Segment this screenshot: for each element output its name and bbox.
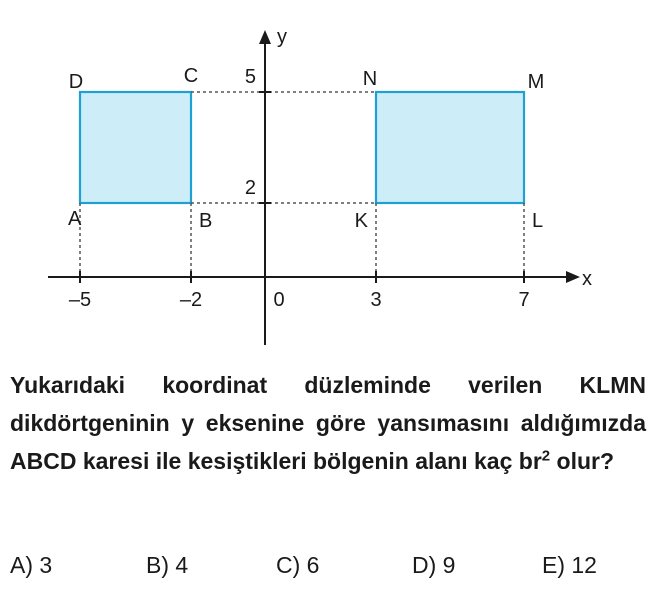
y-tick-label: 2	[244, 177, 256, 199]
x-tick-label: 7	[518, 289, 530, 311]
option-c[interactable]: C) 6	[276, 552, 320, 578]
option-b[interactable]: B) 4	[146, 552, 189, 578]
x-tick-label: –2	[179, 289, 203, 311]
shapes-layer	[80, 92, 524, 203]
vertex-label-l: L	[532, 210, 544, 232]
vertex-label-k: K	[354, 210, 368, 232]
vertex-label-d: D	[68, 71, 84, 93]
x-tick-label: –5	[68, 289, 92, 311]
question-main: Yukarıdaki koordinat düzleminde verilen KLMN dikdörtgeninin y eksenine göre yansımasını aldığımızda ABCD karesi ile kesiştikleri bölgenin alanı kaç br	[10, 372, 646, 474]
square-abcd	[80, 92, 191, 203]
option-e[interactable]: E) 12	[542, 552, 597, 578]
x-tick-label: 3	[370, 289, 382, 311]
y-axis-arrow	[259, 30, 271, 44]
question-text	[10, 366, 646, 480]
option-a[interactable]: A) 3	[10, 552, 53, 578]
answer-options	[10, 552, 650, 584]
option-d[interactable]: D) 9	[412, 552, 456, 578]
rectangle-klmn	[376, 92, 524, 203]
x-axis-arrow	[566, 271, 580, 283]
y-axis-label: y	[277, 26, 287, 48]
question-end: olur?	[550, 448, 615, 474]
vertex-label-c: C	[183, 65, 199, 87]
vertex-label-n: N	[362, 68, 378, 90]
x-axis-label: x	[582, 268, 592, 290]
vertex-label-b: B	[199, 210, 213, 232]
y-tick-label: 5	[244, 66, 256, 88]
vertex-label-a: A	[68, 208, 82, 230]
vertex-label-m: M	[527, 71, 545, 93]
question-superscript: 2	[541, 447, 551, 465]
x-tick-label: 0	[273, 289, 285, 311]
